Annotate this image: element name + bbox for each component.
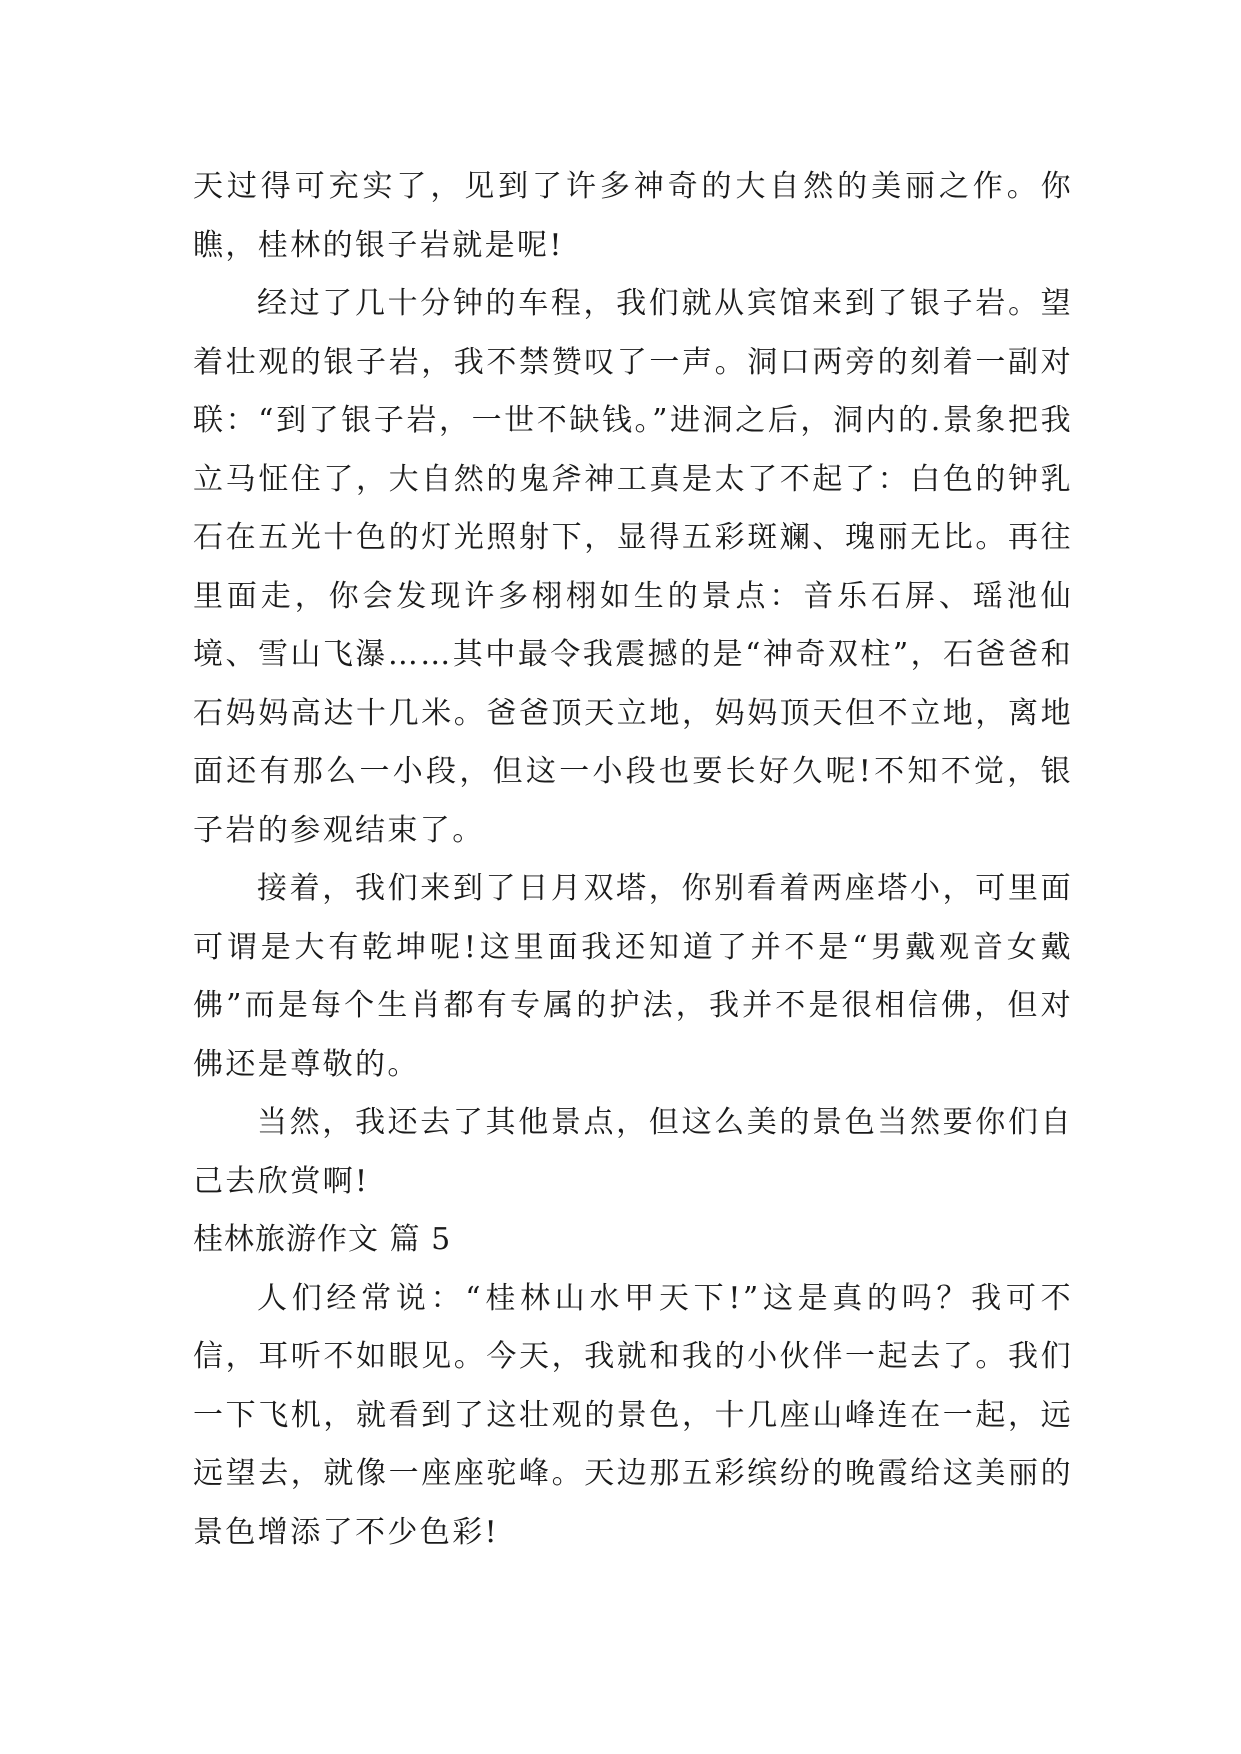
document-page xyxy=(193,158,1073,1562)
paragraph-other-sights: 当然，我还去了其他景点，但这么美的景色当然要你们自己去欣赏啊! xyxy=(193,1105,1073,1199)
paragraph-silver-cave: 经过了几十分钟的车程，我们就从宾馆来到了银子岩。望着壮观的银子岩，我不禁赞叹了一声。洞口两旁的刻着一副对联：“到了银子岩，一世不缺钱。”进洞之后，洞内的.景象把我立马怔住了，大自然的鬼斧神工真是太了不起了：白色的钟乳石在五光十色的灯光照射下，显得五彩斑斓、瑰丽无比。再往里面走，你会发现许多栩栩如生的景点：音乐石屏、瑶池仙境、雪山飞瀑……其中最令我震撼的是“神奇双柱”，石爸爸和石妈妈高达十几米。爸爸顶天立地，妈妈顶天但不立地，离地面还有那么一小段，但这一小段也要长好久呢!不知不觉，银子岩的参观结束了。 xyxy=(193,286,1073,848)
paragraph-twin-pagodas: 接着，我们来到了日月双塔，你别看着两座塔小，可里面可谓是大有乾坤呢!这里面我还知道了并不是“男戴观音女戴佛”而是每个生肖都有专属的护法，我并不是很相信佛，但对佛还是尊敬的。 xyxy=(193,871,1073,1082)
paragraph-continued: 天过得可充实了，见到了许多神奇的大自然的美丽之作。你瞧，桂林的银子岩就是呢! xyxy=(193,169,1073,263)
section-heading: 桂林旅游作文 篇 5 xyxy=(193,1222,452,1257)
paragraph-section-5-intro: 人们经常说：“桂林山水甲天下!”这是真的吗？我可不信，耳听不如眼见。今天，我就和我的小伙伴一起去了。我们一下飞机，就看到了这壮观的景色，十几座山峰连在一起，远远望去，就像一座座驼峰。天边那五彩缤纷的晚霞给这美丽的景色增添了不少色彩! xyxy=(193,1280,1073,1550)
